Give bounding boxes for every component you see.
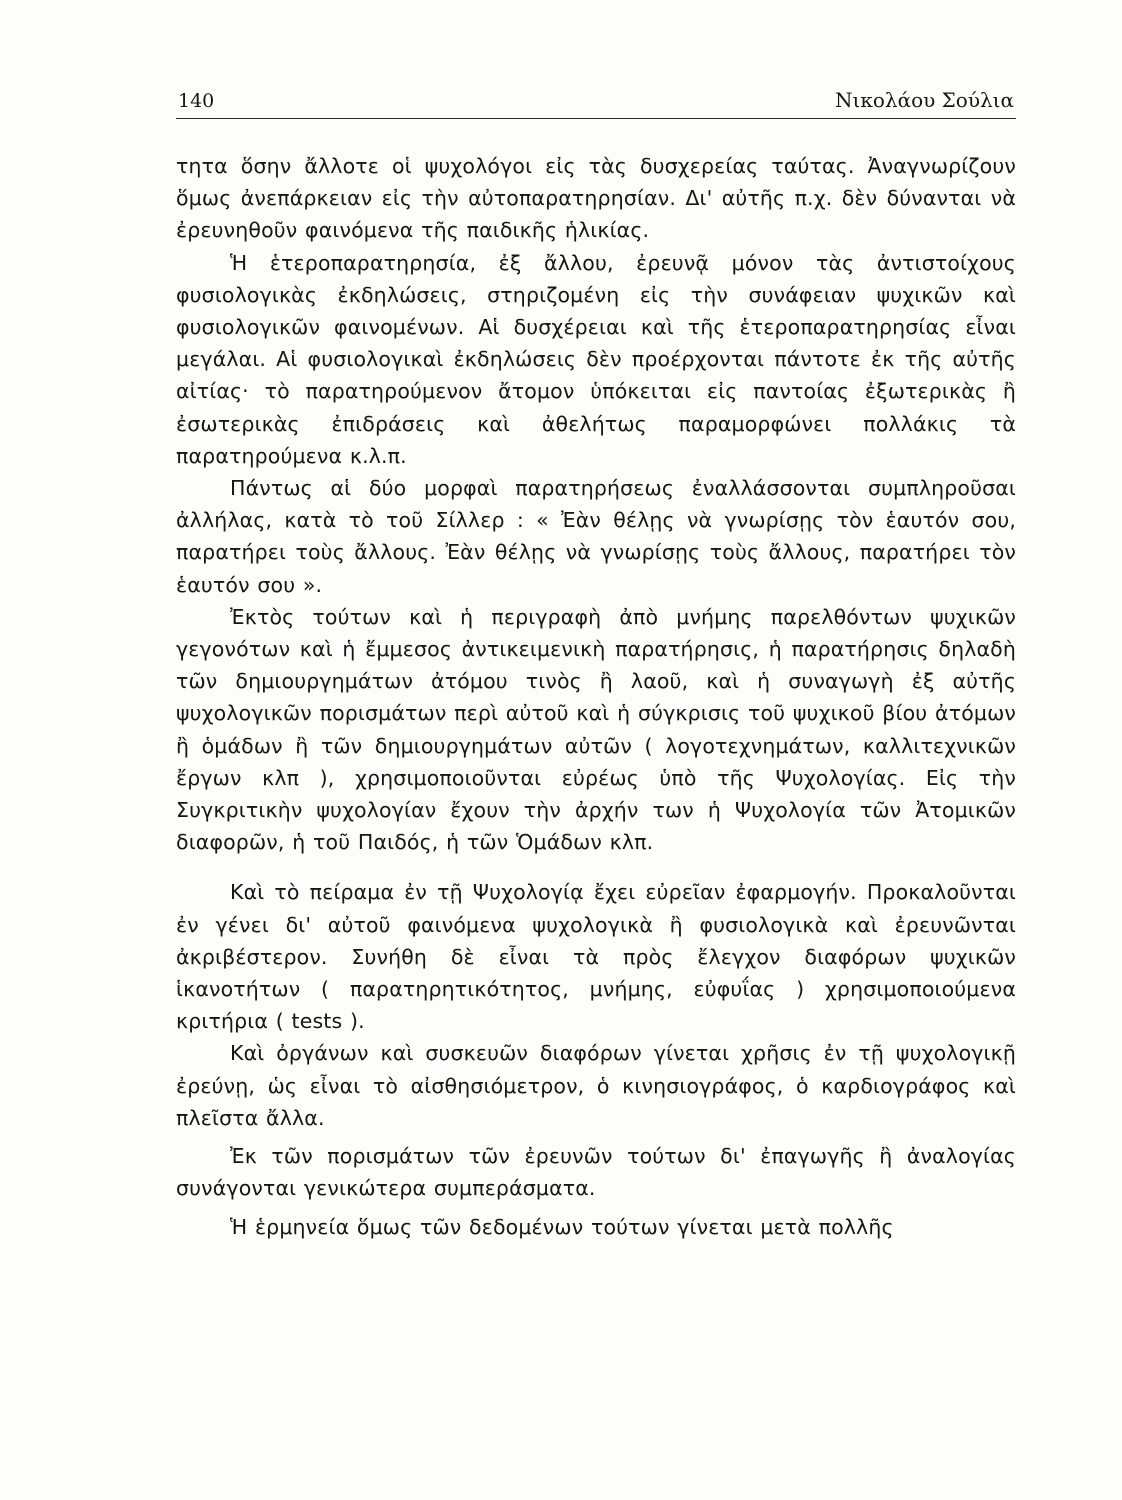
paragraph-other-methods: Ἐκτὸς τούτων καὶ ἡ περιγραφὴ ἀπὸ μνήμης παρελθόντων ψυχικῶν γεγονότων καὶ ἡ ἔμμεσος ἀντικειμενικὴ παρατήρησις, ἡ παρατήρησις δηλαδὴ τῶν δημιουργημάτων ἀτόμου τινὸς ἢ λαοῦ, καὶ ἡ συναγωγὴ ἐξ αὐτῆς ψυχολογικῶν πορισμάτων περὶ αὐτοῦ καὶ ἡ σύγκρισις τοῦ ψυχικοῦ βίου ἀτόμων ἢ ὁμάδων ἢ τῶν δημιουργημάτων αὐτῶν ( λογοτεχνημάτων, καλλιτεχνικῶν ἔργων κλπ ), χρησιμοποιοῦνται εὐρέως ὑπὸ τῆς Ψυχολογίας. Εἰς τὴν Συγκριτικὴν ψυχολογίαν ἔχουν τὴν ἀρχήν των ἡ Ψυχολογία τῶν Ἀτομικῶν διαφορῶν, ἡ τοῦ Παιδός, ἡ τῶν Ὁμάδων κλπ.	[176, 604, 1016, 855]
paragraph-conclusions: Ἐκ τῶν πορισμάτων τῶν ἐρευνῶν τούτων δι' ἐπαγωγῆς ἢ ἀναλογίας συνάγονται γενικώτερα συμπεράσματα.	[176, 1144, 1016, 1201]
paragraph-continuation: τητα ὅσην ἄλλοτε οἱ ψυχολόγοι εἰς τὰς δυσχερείας ταύτας. Ἀναγνωρίζουν ὅμως ἀνεπάρκειαν εἰς τὴν αὐτοπαρατηρησίαν. Δι' αὐτῆς π.χ. δὲν δύνανται νὰ ἐρευνηθοῦν φαινόμενα τῆς παιδικῆς ἡλικίας.	[176, 154, 1016, 243]
paragraph-interpretation: Ἡ ἑρμηνεία ὅμως τῶν δεδομένων τούτων γίνεται μετὰ πολλῆς	[230, 1214, 894, 1239]
running-head-author: Νικολάου Σούλια	[835, 88, 1014, 112]
paragraph-experiment: Καὶ τὸ πείραμα ἐν τῇ Ψυχολογίᾳ ἔχει εὐρεῖαν ἐφαρμογήν. Προκαλοῦνται ἐν γένει δι' αὐτοῦ φαινόμενα ψυχολογικὰ ἢ φυσιολογικὰ καὶ ἐρευνῶνται ἀκριβέστερον. Συνήθη δὲ εἶναι τὰ πρὸς ἔλεγχον διαφόρων ψυχικῶν ἱκανοτήτων ( παρατηρητικότητος, μνήμης, εὐφυΐας ) χρησιμοποιούμενα κριτήρια ( tests ).	[176, 880, 1016, 1034]
paragraph-heteroobservation: Ἡ ἑτεροπαρατηρησία, ἐξ ἄλλου, ἐρευνᾷ μόνον τὰς ἀντιστοίχους φυσιολογικὰς ἐκδηλώσεις, στηριζομένη εἰς τὴν συνάφειαν ψυχικῶν καὶ φυσιολογικῶν φαινομένων. Αἱ δυσχέρειαι καὶ τῆς ἑτεροπαρατηρησίας εἶναι μεγάλαι. Αἱ φυσιολογικαὶ ἐκδηλώσεις δὲν προέρχονται πάντοτε ἐκ τῆς αὐτῆς αἰτίας· τὸ παρατηρούμενον ἄτομον ὑπόκειται εἰς παντοίας ἐξωτερικὰς ἢ ἐσωτερικὰς ἐπιδράσεις καὶ ἀθελήτως παραμορφώνει πολλάκις τὰ παρατηρούμενα κ.λ.π.	[176, 250, 1016, 468]
page-number: 140	[178, 90, 215, 112]
page-header	[176, 84, 1016, 119]
body-text	[176, 150, 1016, 1243]
paragraph-schiller-quote: Πάντως αἱ δύο μορφαὶ παρατηρήσεως ἐναλλάσσονται συμπληροῦσαι ἀλλήλας, κατὰ τὸ τοῦ Σίλλερ : « Ἐὰν θέλῃς νὰ γνωρίσῃς τὸν ἑαυτόν σου, παρατήρει τοὺς ἄλλους. Ἐὰν θέλῃς νὰ γνωρίσῃς τοὺς ἄλλους, παρατήρει τὸν ἑαυτόν σου ».	[176, 476, 1016, 597]
paragraph-instruments: Καὶ ὀργάνων καὶ συσκευῶν διαφόρων γίνεται χρῆσις ἐν τῇ ψυχολογικῇ ἐρεύνῃ, ὡς εἶναι τὸ αἰσθησιόμετρον, ὁ κινησιογράφος, ὁ καρδιογράφος καὶ πλεῖστα ἄλλα.	[176, 1041, 1016, 1130]
